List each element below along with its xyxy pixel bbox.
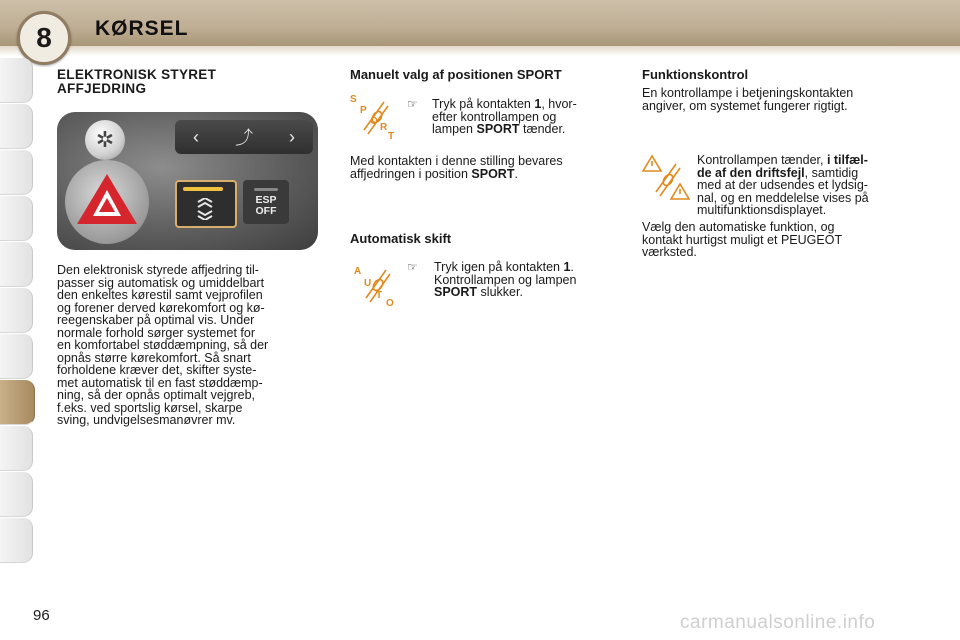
icon-letter: O [370, 116, 378, 127]
chevron-right-icon: › [289, 126, 295, 147]
section-title: ELEKTRONISK STYRET AFFJEDRING [57, 67, 217, 96]
manual-step-text: Tryk på kontakten 1, hvor- efter kontrollampen og lampen SPORT tænder. [432, 97, 577, 136]
chapter-tab-6[interactable] [0, 288, 33, 333]
chapter-tab-8-active[interactable] [0, 380, 35, 425]
page-number: 96 [33, 607, 50, 624]
auto-step-text: Tryk igen på kontakten 1. Kontrollampen og lampen SPORT slukker. [434, 260, 577, 299]
manual-note-text: Med kontakten i denne stilling bevares affjedringen i position SPORT. [350, 154, 563, 181]
manual-sport-heading: Manuelt valg af positionen SPORT [350, 67, 562, 82]
chapter-tab-1[interactable] [0, 58, 33, 103]
dashboard-controls-photo [57, 112, 318, 250]
icon-letter: T [376, 290, 383, 301]
sport-selector-icon [350, 92, 396, 140]
chapter-tab-11[interactable] [0, 518, 33, 563]
esp-off-button: ESP OFF [243, 180, 289, 224]
chapter-tab-5[interactable] [0, 242, 33, 287]
watermark: carmanualsonline.info [680, 612, 876, 633]
suspension-sport-button [175, 180, 237, 228]
icon-letter: T [388, 131, 395, 140]
intro-paragraph: Den elektronisk styrede affjedring til- passer sig automatisk og umiddelbart den enkeltes kørestil samt vejprofilen og forener derved kørekomfort og kø- reegenskaber på optimal vis. Under normale forhold sørger systemet for en komfortabel støddæmpning, så der opnås større kørekomfort. Så snart forholdene kræver det, skifter syste- met automatisk til en fast støddæmp- ning, så der opnås optimalt vejgreb, f.eks. ved sportslig kørsel, skarpe sving, undvigelsesmanøvrer mv. [57, 263, 269, 427]
finger-bullet-icon: ☞ [407, 260, 418, 274]
chapter-number-badge: 8 [17, 11, 71, 65]
chapter-tab-2[interactable] [0, 104, 33, 149]
icon-letter: R [380, 122, 388, 133]
sport-indicator-led [183, 187, 223, 191]
function-check-text: En kontrollampe i betjeningskontakten angiver, om systemet fungerer rigtigt. [642, 86, 854, 113]
fault-warning-icon [642, 154, 690, 202]
icon-letter: S [350, 94, 357, 105]
chapter-title: KØRSEL [95, 17, 189, 40]
chapter-tab-9[interactable] [0, 426, 33, 471]
workshop-advice-text: Vælg den automatiske funktion, og kontakt hurtigst muligt et PEUGEOT værksted. [642, 220, 843, 259]
hazard-warning-button [65, 160, 149, 244]
seat-airflow-icon: ⤴ [235, 128, 253, 148]
chapter-tab-strip [0, 58, 34, 574]
icon-letter: A [354, 266, 362, 277]
chapter-tab-7[interactable] [0, 334, 33, 379]
suspension-icon [195, 198, 215, 220]
chevron-left-icon: ‹ [193, 126, 199, 147]
icon-letter: O [386, 298, 394, 308]
fan-knob-icon: ✲ [85, 120, 125, 160]
function-check-heading: Funktionskontrol [642, 67, 749, 82]
chapter-tab-4[interactable] [0, 196, 33, 241]
finger-bullet-icon: ☞ [407, 97, 418, 111]
air-distribution-buttons [175, 120, 313, 154]
chapter-tab-10[interactable] [0, 472, 33, 517]
auto-shift-heading: Automatisk skift [350, 231, 452, 246]
icon-letter: P [360, 105, 367, 116]
icon-letter: U [364, 278, 372, 289]
fault-description-text: Kontrollampen tænder, i tilfæl- de af den driftsfejl, samtidig med at der udsendes et lydsig- nal, og en meddelelse vises på multifunktionsdisplayet. [697, 153, 869, 217]
auto-selector-icon [352, 262, 396, 308]
chapter-tab-3[interactable] [0, 150, 33, 195]
